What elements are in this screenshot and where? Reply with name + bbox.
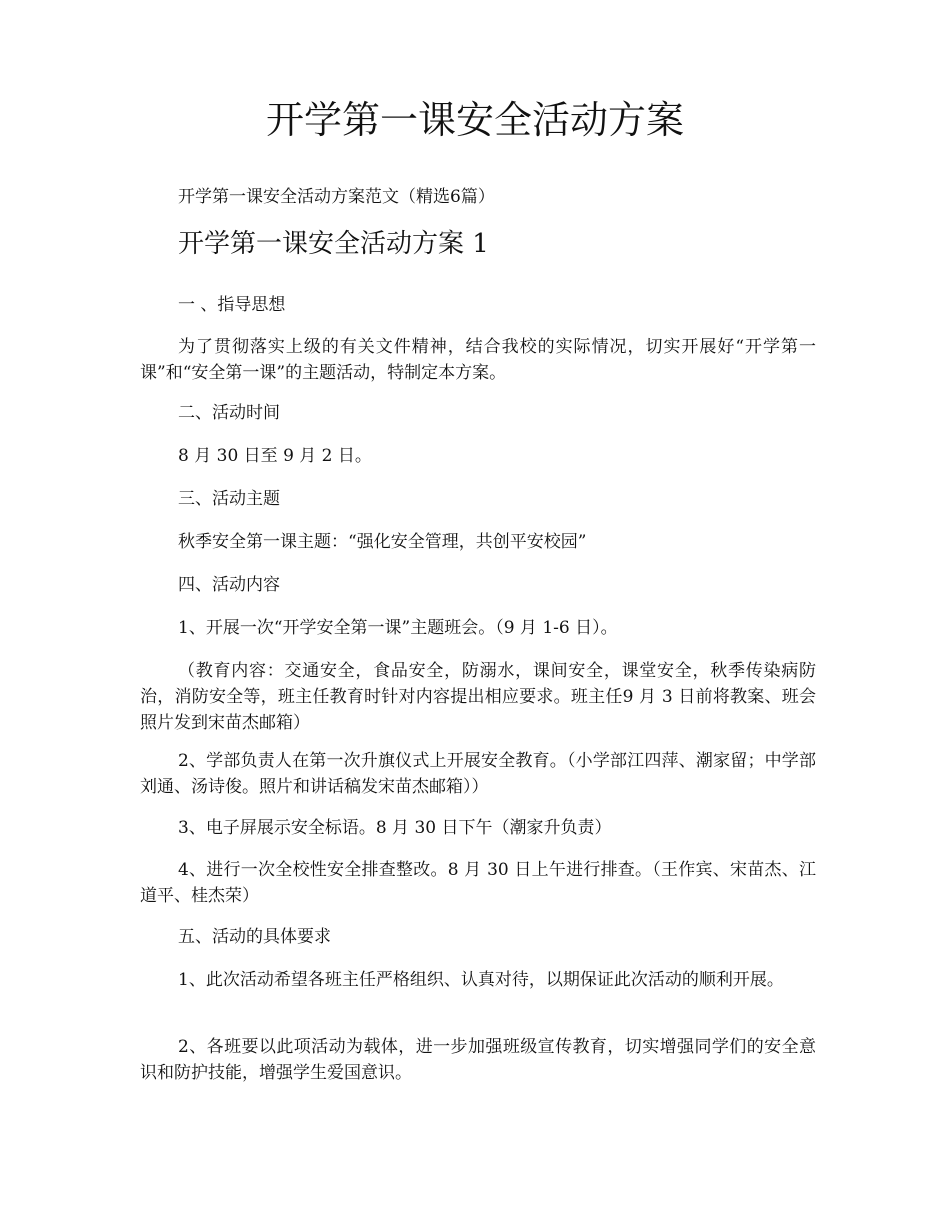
document-subtitle: 开学第一课安全活动方案范文（精选6篇） <box>178 187 495 207</box>
heading-activity-time: 二、活动时间 <box>178 403 280 423</box>
paragraph-activity-time: 8 月 30 日至 9 月 2 日。 <box>178 446 372 466</box>
paragraph-activity-theme: 秋季安全第一课主题：“强化安全管理，共创平安校园” <box>178 532 587 552</box>
list-item-content-1: 1、开展一次“开学安全第一课”主题班会。（9 月 1-6 日）。 <box>178 618 618 638</box>
paragraph-guiding-ideology: 为了贯彻落实上级的有关文件精神，结合我校的实际情况，切实开展好“开学第一课”和“安全第一课”的主题活动，特制定本方案。 <box>140 337 816 383</box>
heading-activity-theme: 三、活动主题 <box>178 489 280 509</box>
paragraph-education-content: （教育内容：交通安全，食品安全，防溺水，课间安全，课堂安全，秋季传染病防治，消防安全等，班主任教育时针对内容提出相应要求。班主任9 月 3 日前将教案、班会照片发到宋苗杰邮箱） <box>140 661 816 733</box>
heading-activity-content: 四、活动内容 <box>178 575 280 595</box>
section-heading: 开学第一课安全活动方案 1 <box>178 229 489 259</box>
list-item-requirement-2: 2、各班要以此项活动为载体，进一步加强班级宣传教育，切实增强同学们的安全意识和防护技能，增强学生爱国意识。 <box>140 1037 816 1083</box>
heading-guiding-ideology: 一 、指导思想 <box>178 295 286 315</box>
list-item-content-3: 3、电子屏展示安全标语。8 月 30 日下午（潮家升负责） <box>178 818 612 838</box>
list-item-content-2: 2、学部负责人在第一次升旗仪式上开展安全教育。（小学部江四萍、潮家留；中学部刘通、汤诗俊。照片和讲话稿发宋苗杰邮箱）） <box>140 751 816 797</box>
heading-specific-requirements: 五、活动的具体要求 <box>178 927 331 947</box>
document-title: 开学第一课安全活动方案 <box>265 98 684 142</box>
list-item-requirement-1: 1、此次活动希望各班主任严格组织、认真对待，以期保证此次活动的顺利开展。 <box>178 970 784 990</box>
list-item-content-4: 4、进行一次全校性安全排查整改。8 月 30 日上午进行排查。（王作宾、宋苗杰、江道平、桂杰荣） <box>140 860 816 906</box>
